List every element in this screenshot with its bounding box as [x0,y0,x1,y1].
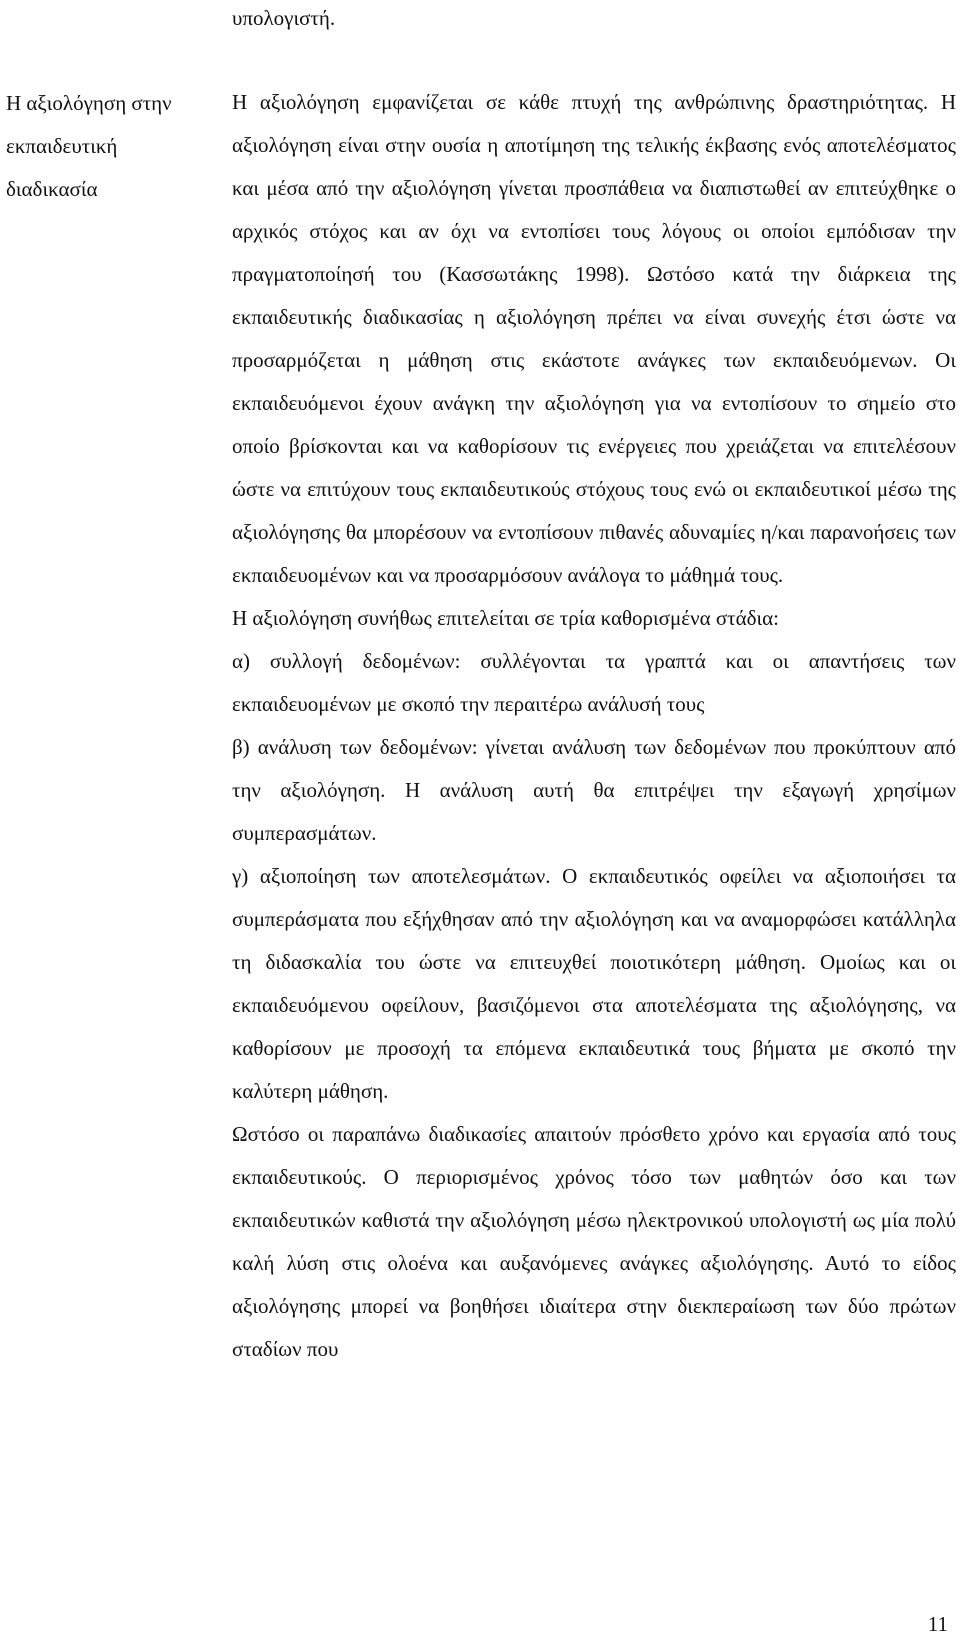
paragraph-stage-a: α) συλλογή δεδομένων: συλλέγονται τα γραπτά και οι απαντήσεις των εκπαιδευομένων με σκοπό την περαιτέρω ανάλυσή τους [232,649,956,716]
paragraph-stage-c: γ) αξιοποίηση των αποτελεσμάτων. Ο εκπαιδευτικός οφείλει να αξιοποιήσει τα συμπεράσματα που εξήχθησαν από την αξιολόγηση και να αναμορφώσει κατάλληλα τη διδασκαλία του ώστε να επιτευχθεί ποιοτικότερη μάθηση. Ομοίως και οι εκπαιδευόμενου οφείλουν, βασιζόμενοι στα αποτελέσματα της αξιολόγησης, να καθορίσουν με προσοχή τα επόμενα εκπαιδευτικά τους βήματα με σκοπό την καλύτερη μάθηση. [232,864,956,1103]
paragraph-stages-intro: Η αξιολόγηση συνήθως επιτελείται σε τρία καθορισμένα στάδια: [232,606,779,630]
side-heading: Η αξιολόγηση στην εκπαιδευτική διαδικασία [6,91,172,201]
paragraph-stage-b: β) ανάλυση των δεδομένων: γίνεται ανάλυση των δεδομένων που προκύπτουν από την αξιολόγηση. Η ανάλυση αυτή θα επιτρέψει την εξαγωγή χρησίμων συμπερασμάτων. [232,735,956,845]
page-number: 11 [927,1612,948,1636]
carry-over-text: υπολογιστή. [232,6,336,30]
paragraph-intro: Η αξιολόγηση εμφανίζεται σε κάθε πτυχή της ανθρώπινης δραστηριότητας. Η αξιολόγηση είναι στην ουσία η αποτίμηση της τελικής έκβασης ενός αποτελέσματος και μέσα από την αξιολόγηση γίνεται προσπάθεια να διαπιστωθεί αν επιτεύχθηκε ο αρχικός στόχος και αν όχι να εντοπίσει τους λόγους οι οποίοι εμπόδισαν την πραγματοποίησή του (Κασσωτάκης 1998). Ωστόσο κατά την διάρκεια της εκπαιδευτικής διαδικασίας η αξιολόγηση πρέπει να είναι συνεχής έτσι ώστε να προσαρμόζεται η μάθηση στις εκάστοτε ανάγκες των εκπαιδευόμενων. Οι εκπαιδευόμενοι έχουν ανάγκη την αξιολόγηση για να εντοπίσουν το σημείο στο οποίο βρίσκονται και να καθορίσουν τις ενέργειες που χρειάζεται να επιτελέσουν ώστε να επιτύχουν τους εκπαιδευτικούς στόχους τους ενώ οι εκπαιδευτικοί μέσω της αξιολόγησης θα μπορέσουν να εντοπίσουν πιθανές αδυναμίες η/και παρανοήσεις των εκπαιδευομένων και να προσαρμόσουν ανάλογα το μάθημά τους. [232,90,956,587]
body-text [232,81,956,1371]
paragraph-conclusion: Ωστόσο οι παραπάνω διαδικασίες απαιτούν πρόσθετο χρόνο και εργασία από τους εκπαιδευτικούς. Ο περιορισμένος χρόνος τόσο των μαθητών όσο και των εκπαιδευτικών καθιστά την αξιολόγηση μέσω ηλεκτρονικού υπολογιστή ως μία πολύ καλή λύση στις ολοένα και αυξανόμενες ανάγκες αξιολόγησης. Αυτό το είδος αξιολόγησης μπορεί να βοηθήσει ιδιαίτερα στην διεκπεραίωση των δύο πρώτων σταδίων που [232,1122,956,1361]
